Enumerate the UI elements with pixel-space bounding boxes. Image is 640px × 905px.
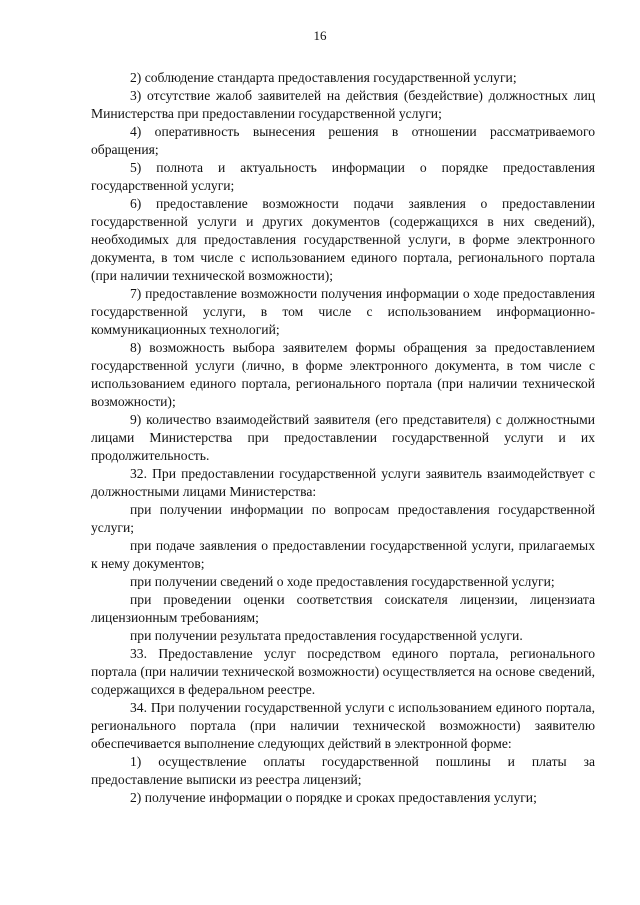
paragraph: при подаче заявления о предоставлении государственной услуги, прилагаемых к нему документов; <box>91 538 595 571</box>
paragraph: 2) соблюдение стандарта предоставления государственной услуги; <box>130 70 517 85</box>
paragraph: при проведении оценки соответствия соискателя лицензии, лицензиата лицензионным требованиям; <box>91 592 595 625</box>
paragraph: 6) предоставление возможности подачи заявления о предоставлении государственной услуги и других документов (содержащихся в них сведений), необходимых для предоставления государственной услуги, в форме электронного документа, в том числе с использованием единого портала, регионального портала (при наличии технической возможности); <box>91 196 595 283</box>
paragraph: 4) оперативность вынесения решения в отношении рассматриваемого обращения; <box>91 124 595 157</box>
paragraph: 34. При получении государственной услуги с использованием единого портала, регионального портала (при наличии технической возможности) заявителю обеспечивается выполнение следующих действий в электронной форме: <box>91 700 595 751</box>
paragraph: 33. Предоставление услуг посредством единого портала, регионального портала (при наличии технической возможности) осуществляется на основе сведений, содержащихся в федеральном реестре. <box>91 646 595 697</box>
document-body <box>91 69 595 807</box>
paragraph: 9) количество взаимодействий заявителя (его представителя) с должностными лицами Министерства при предоставлении государственной услуги и их продолжительность. <box>91 412 595 463</box>
paragraph: 1) осуществление оплаты государственной пошлины и платы за предоставление выписки из реестра лицензий; <box>91 754 595 787</box>
paragraph: при получении сведений о ходе предоставления государственной услуги; <box>130 574 555 589</box>
paragraph: при получении информации по вопросам предоставления государственной услуги; <box>91 502 595 535</box>
paragraph: 32. При предоставлении государственной услуги заявитель взаимодействует с должностными лицами Министерства: <box>91 466 595 499</box>
paragraph: 5) полнота и актуальность информации о порядке предоставления государственной услуги; <box>91 160 595 193</box>
paragraph: при получении результата предоставления государственной услуги. <box>130 628 523 643</box>
paragraph: 3) отсутствие жалоб заявителей на действия (бездействие) должностных лиц Министерства при предоставлении государственной услуги; <box>91 88 595 121</box>
paragraph: 2) получение информации о порядке и сроках предоставления услуги; <box>130 790 537 805</box>
page-number: 16 <box>313 28 327 43</box>
paragraph: 7) предоставление возможности получения информации о ходе предоставления государственной услуги, в том числе с использованием информационно-коммуникационных технологий; <box>91 286 595 337</box>
paragraph: 8) возможность выбора заявителем формы обращения за предоставлением государственной услуги (лично, в форме электронного документа, в том числе с использованием единого портала, регионального портала (при наличии технической возможности); <box>91 340 595 409</box>
